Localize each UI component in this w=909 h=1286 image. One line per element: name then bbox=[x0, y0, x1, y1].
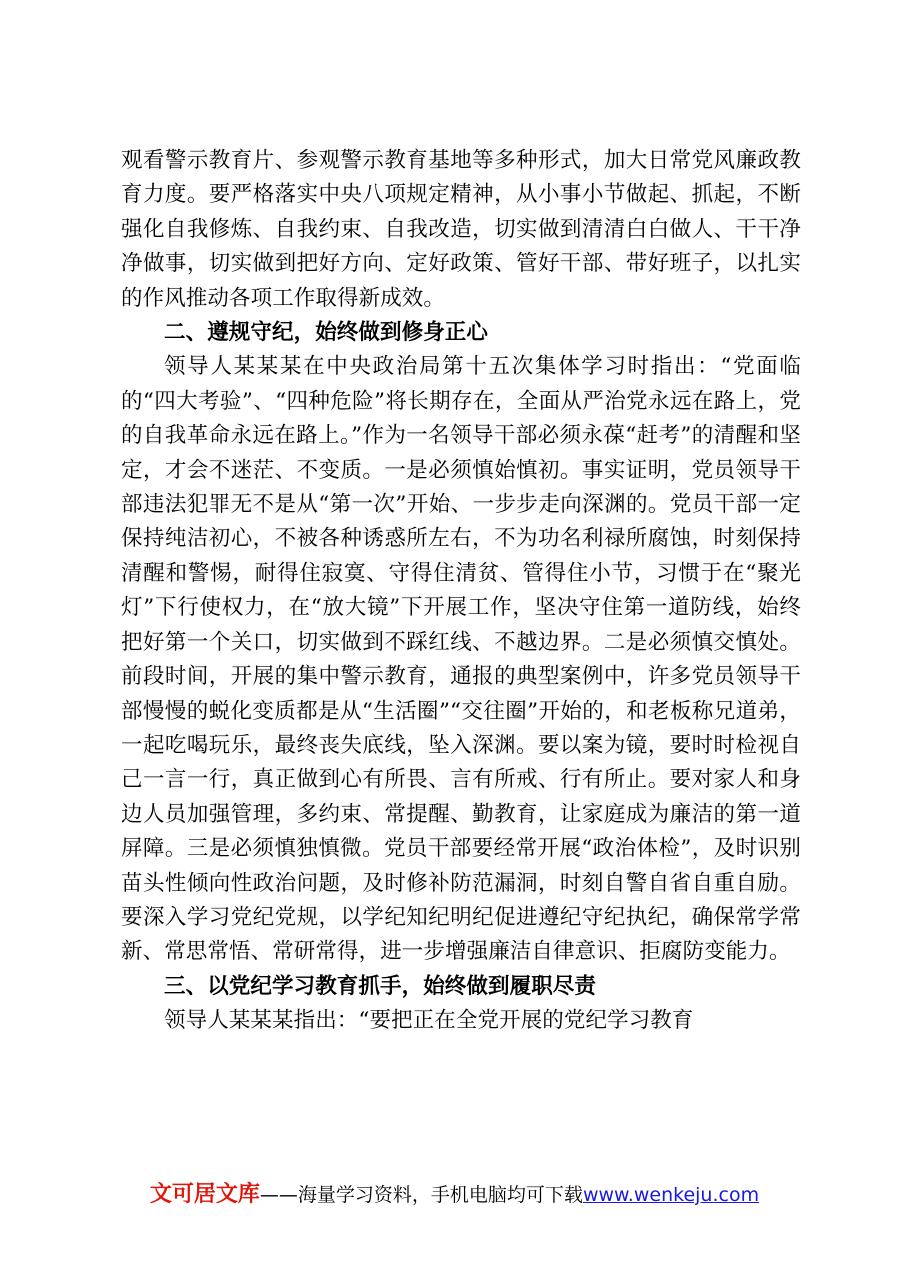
paragraph-continuation: 观看警示教育片、参观警示教育基地等多种形式，加大日常党风廉政教育力度。要严格落实中央八项规定精神，从小事小节做起、抓起，不断强化自我修炼、自我约束、自我改造，切实做到清清白白做人、干干净净做事，切实做到把好方向、定好政策、管好干部、带好班子，以扎实的作风推动各项工作取得新成效。 bbox=[121, 148, 801, 311]
section-heading-3: 三、以党纪学习教育抓手，始终做到履职尽责 bbox=[164, 973, 597, 999]
watermark-footer bbox=[0, 1181, 909, 1209]
footer-tagline: 海量学习资料，手机电脑均可下载 bbox=[297, 1184, 583, 1206]
document-body bbox=[121, 144, 801, 1039]
footer-brand: 文可居文库 bbox=[149, 1182, 260, 1207]
paragraph-section-3: 领导人某某某指出：“要把正在全党开展的党纪学习教育 bbox=[164, 1008, 694, 1034]
paragraph-section-2: 领导人某某某在中央政治局第十五次集体学习时指出：“党面临的“四大考验”、“四种危险”将长期存在，全面从严治党永远在路上，党的自我革命永远在路上。”作为一名领导干部必须永葆“赶考”的清醒和坚定，才会不迷茫、不变质。一是必须慎始慎初。事实证明，党员领导干部违法犯罪无不是从“第一次”开始、一步步走向深渊的。党员干部一定保持纯洁初心，不被各种诱惑所左右，不为功名利禄所腐蚀，时刻保持清醒和警惕，耐得住寂寞、守得住清贫、管得住小节，习惯于在“聚光灯”下行使权力，在“放大镜”下开展工作，坚决守住第一道防线，始终把好第一个关口，切实做到不踩红线、不越边界。二是必须慎交慎处。前段时间，开展的集中警示教育，通报的典型案例中，许多党员领导干部慢慢的蜕化变质都是从“生活圈”“交往圈”开始的，和老板称兄道弟，一起吃喝玩乐，最终丧失底线，坠入深渊。要以案为镜，要时时检视自己一言一行，真正做到心有所畏、言有所戒、行有所止。要对家人和身边人员加强管理，多约束、常提醒、勤教育，让家庭成为廉洁的第一道屏障。三是必须慎独慎微。党员干部要经常开展“政治体检”，及时识别苗头性倾向性政治问题，及时修补防范漏洞，时刻自警自省自重自励。要深入学习党纪党规，以学纪知纪明纪促进遵纪守纪执纪，确保常学常新、常思常悟、常研常得，进一步增强廉洁自律意识、拒腐防变能力。 bbox=[121, 354, 801, 965]
section-heading-2: 二、遵规守纪，始终做到修身正心 bbox=[164, 320, 489, 346]
footer-dash: —— bbox=[259, 1184, 298, 1206]
footer-url-link[interactable]: www.wenkeju.com bbox=[582, 1184, 760, 1206]
